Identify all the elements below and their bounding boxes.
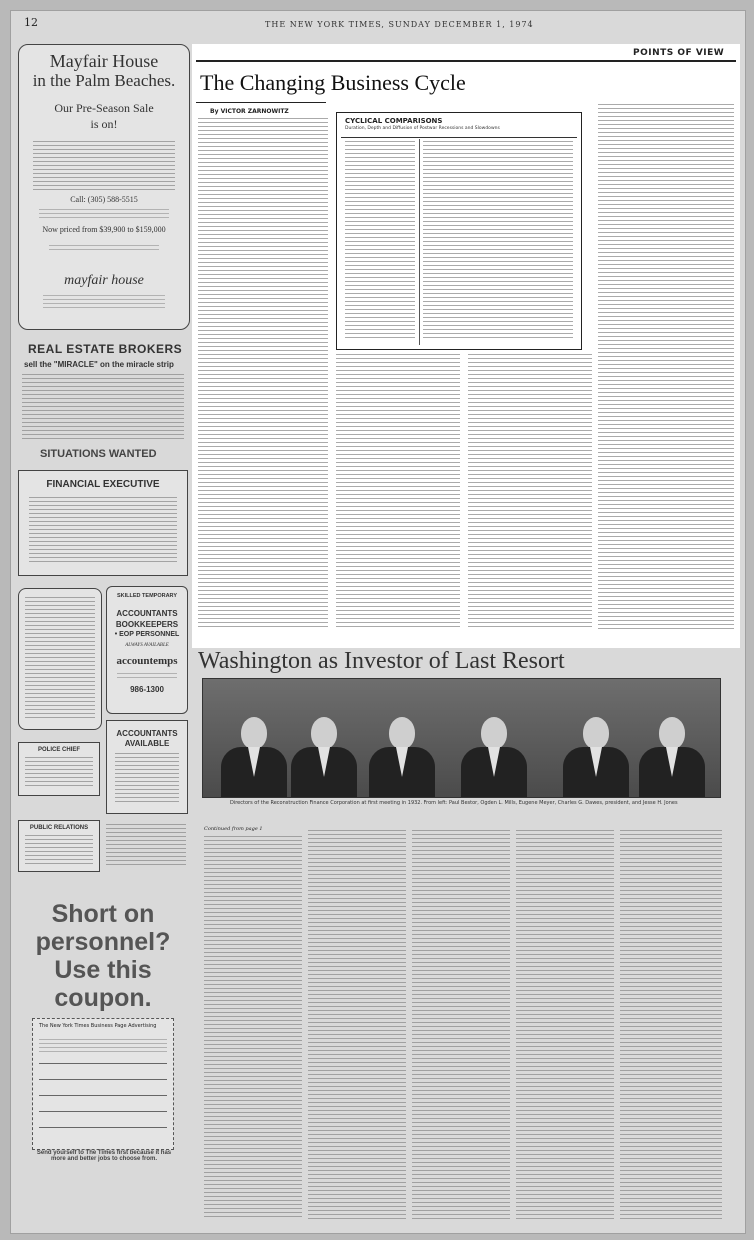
table-divider (419, 139, 420, 345)
accountants-available-text (115, 753, 179, 805)
table-values (423, 141, 573, 341)
accountemps-tagline (117, 673, 177, 681)
accountemps-phone: 986-1300 (130, 685, 164, 694)
mayfair-note (49, 245, 159, 253)
mayfair-price: Now priced from $39,900 to $159,000 (42, 225, 166, 234)
financial-executive-title: FINANCIAL EXECUTIVE (46, 479, 160, 490)
coupon-form[interactable] (32, 1018, 174, 1150)
public-relations-title: PUBLIC RELATIONS (29, 825, 89, 831)
table-row-labels (345, 141, 415, 341)
coupon-footer: Send yourself to The Times first because it has more and better jobs to choose from. (36, 1150, 172, 1162)
photo-caption: Directors of the Reconstruction Finance Corporation at first meeting in 1932. From left: Paul Bestor, Ogden L. Mills, Eugene Meyer, Charles G. Dawes, president, and Jesse H. Jones (230, 800, 678, 806)
financial-executive-text (29, 497, 177, 565)
person (369, 717, 435, 797)
article-title: The Changing Business Cycle (200, 70, 466, 95)
real-estate-title: REAL ESTATE BROKERS (28, 342, 183, 356)
article-column-2 (336, 354, 460, 630)
table-title: CYCLICAL COMPARISONS (345, 117, 443, 125)
coupon-field-line[interactable] (39, 1127, 167, 1128)
feature-column-4 (516, 830, 614, 1220)
mayfair-address-footer (43, 295, 165, 311)
police-chief-text (25, 757, 93, 789)
police-chief-title: POLICE CHIEF (37, 747, 80, 753)
accountants-available-ad (106, 720, 188, 814)
coupon-field-line[interactable] (39, 1111, 167, 1112)
coupon-headline-line3: Use this (54, 956, 152, 984)
feature-column-5 (620, 830, 722, 1220)
coupon-field-line[interactable] (39, 1095, 167, 1096)
bookkeepers-label: BOOKKEEPERS (115, 620, 179, 629)
mayfair-body-text (33, 141, 175, 191)
coupon-form-heading: The New York Times Business Page Advertising (39, 1023, 157, 1029)
person (461, 717, 527, 797)
mayfair-sale-line2: is on! (90, 117, 118, 131)
mayfair-ad (18, 44, 190, 330)
article-column-1 (198, 118, 328, 628)
feature-column-3 (412, 830, 510, 1220)
coupon-field-line[interactable] (39, 1063, 167, 1064)
mayfair-address (39, 209, 169, 221)
section-label: POINTS OF VIEW (633, 48, 725, 58)
section-rule (196, 60, 736, 62)
financial-executive-ad (18, 470, 188, 576)
public-relations-ad (18, 820, 100, 872)
skilled-temporary: SKILLED TEMPORARY (117, 593, 177, 599)
eop-personnel-label: • EOP PERSONNEL (114, 631, 180, 638)
accountemps-ad (106, 586, 188, 714)
person (221, 717, 287, 797)
coupon-form-instructions (39, 1039, 167, 1055)
small-ad-text (106, 824, 186, 868)
accountants-available-line1: ACCOUNTANTS (116, 729, 178, 738)
coupon-headline (18, 900, 188, 1012)
cyclical-comparisons-table (336, 112, 582, 350)
accountants-label: ACCOUNTANTS (116, 609, 178, 618)
table-rule (341, 137, 577, 138)
page-number: 12 (24, 16, 38, 29)
public-relations-text (25, 835, 93, 865)
mayfair-name: Mayfair House (49, 51, 159, 71)
real-estate-text (22, 374, 184, 440)
mayfair-call: Call: (305) 588-5515 (70, 195, 138, 204)
coupon-headline-line2: personnel? (35, 928, 171, 956)
personal-ad-text (25, 597, 95, 721)
mayfair-logo: mayfair house (64, 273, 144, 288)
mayfair-place: in the Palm Beaches. (32, 71, 176, 90)
coupon-field-line[interactable] (39, 1079, 167, 1080)
real-estate-subtitle: sell the "MIRACLE" on the miracle strip (24, 360, 174, 369)
feature-column-1 (204, 836, 302, 1220)
feature-title: Washington as Investor of Last Resort (198, 648, 565, 674)
article-column-3 (468, 354, 592, 630)
personal-ad (18, 588, 102, 730)
feature-column-2 (308, 830, 406, 1220)
coupon-headline-line4: coupon. (54, 984, 152, 1012)
newspaper-header: THE NEW YORK TIMES, SUNDAY DECEMBER 1, 1974 (265, 20, 534, 29)
person (291, 717, 357, 797)
police-chief-ad (18, 742, 100, 796)
coupon-headline-line1: Short on (51, 900, 155, 928)
mayfair-sale-line1: Our Pre-Season Sale (54, 101, 154, 115)
accountemps-logo: accountemps (116, 655, 178, 667)
person (639, 717, 705, 797)
rfc-directors-photo (202, 678, 721, 798)
accountants-available-line2: AVAILABLE (124, 739, 170, 748)
always-available: ALWAYS AVAILABLE (125, 643, 169, 648)
continued-label: Continued from page 1 (204, 826, 263, 832)
title-rule (196, 102, 326, 103)
situations-wanted-heading: SITUATIONS WANTED (40, 448, 157, 460)
article-column-4 (598, 104, 734, 630)
article-byline: By VICTOR ZARNOWITZ (210, 108, 289, 115)
table-subtitle: Duration, Depth and Diffusion of Postwar Recessions and Slowdowns (345, 126, 500, 131)
person (563, 717, 629, 797)
